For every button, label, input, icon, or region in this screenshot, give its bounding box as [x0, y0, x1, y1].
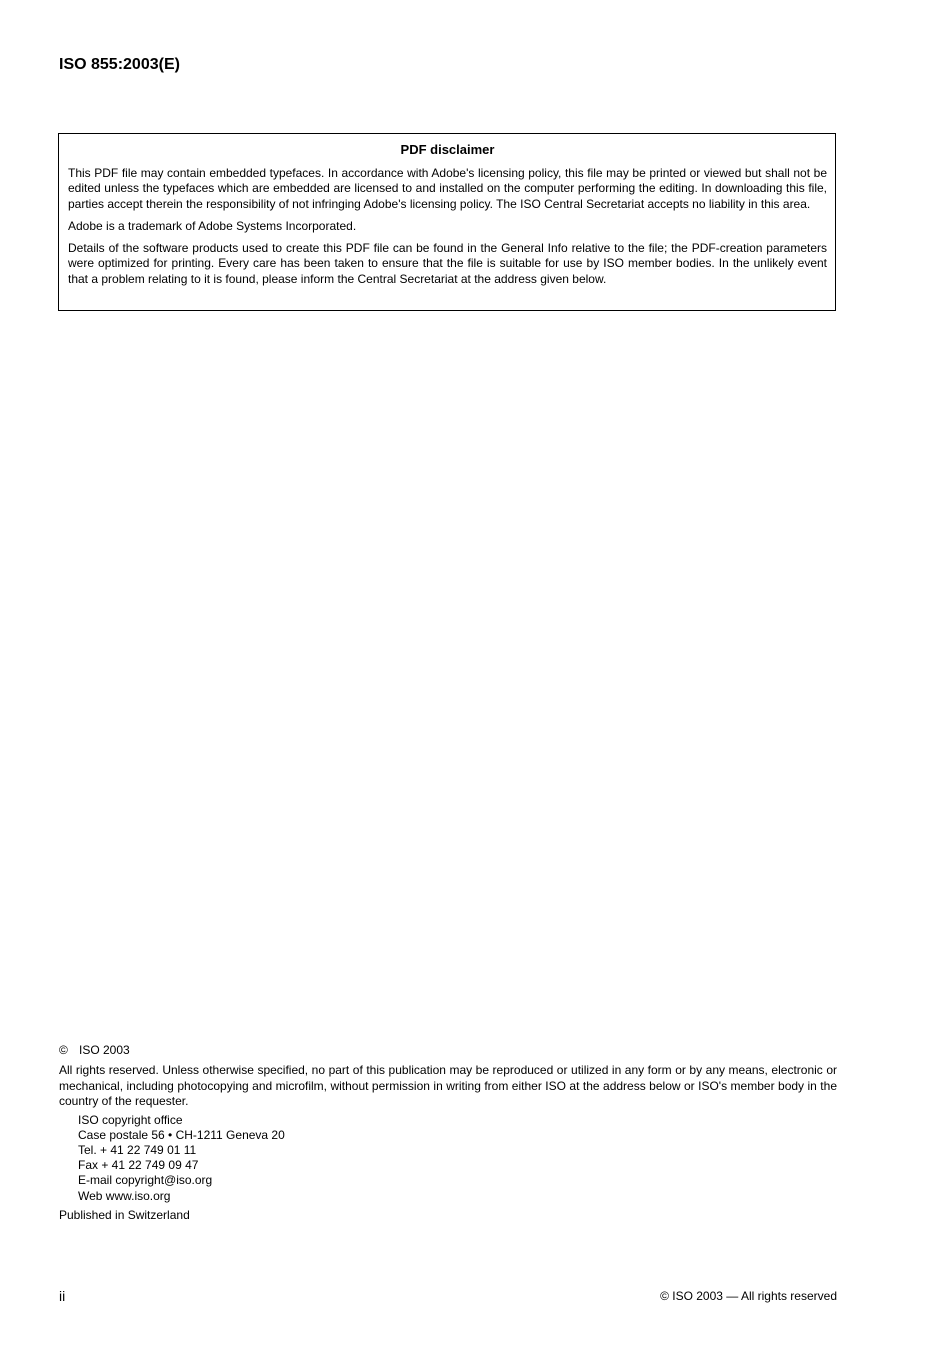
address-postal: Case postale 56 • CH-1211 Geneva 20 [78, 1127, 285, 1142]
disclaimer-paragraph-typefaces: This PDF file may contain embedded typefaces. In accordance with Adobe's licensing policy, this file may be printed or viewed but shall not be edited unless the typefaces which are embedded are licensed to and installed on the computer performing the editing. In downloading this file, parties accept therein the responsibility of not infringing Adobe's licensing policy. The ISO Central Secretariat accepts no liability in this area. [68, 166, 827, 211]
disclaimer-paragraph-trademark: Adobe is a trademark of Adobe Systems Incorporated. [68, 218, 357, 233]
document-id: ISO 855:2003(E) [59, 56, 180, 73]
copyright-notice [59, 1043, 837, 1223]
copyright-symbol: © [59, 1043, 68, 1057]
address-telephone: Tel. + 41 22 749 01 11 [78, 1142, 197, 1157]
copyright-year: ISO 2003 [79, 1043, 130, 1057]
footer-rights-notice: © ISO 2003 — All rights reserved [660, 1289, 837, 1303]
copyright-office-address [59, 1113, 837, 1204]
copyright-line [59, 1043, 837, 1058]
address-email: E-mail copyright@iso.org [78, 1173, 213, 1188]
published-location: Published in Switzerland [59, 1207, 190, 1222]
rights-reserved-text: All rights reserved. Unless otherwise specified, no part of this publication may be reproduced or utilized in any form or by any means, electronic or mechanical, including photocopying and microfilm, without permission in writing from either ISO at the address below or ISO's member body in the country of the requester. [59, 1063, 837, 1108]
address-web: Web www.iso.org [78, 1188, 171, 1203]
disclaimer-title: PDF disclaimer [400, 142, 495, 157]
address-fax: Fax + 41 22 749 09 47 [78, 1158, 199, 1173]
pdf-disclaimer-box [58, 133, 836, 311]
address-office-name: ISO copyright office [78, 1112, 183, 1127]
page-number: ii [59, 1288, 66, 1304]
disclaimer-paragraph-software: Details of the software products used to create this PDF file can be found in the General Info relative to the file; the PDF-creation parameters were optimized for printing. Every care has been taken to ensure that the file is suitable for use by ISO member bodies. In the unlikely event that a problem relating to it is found, please inform the Central Secretariat at the address given below. [68, 241, 827, 286]
